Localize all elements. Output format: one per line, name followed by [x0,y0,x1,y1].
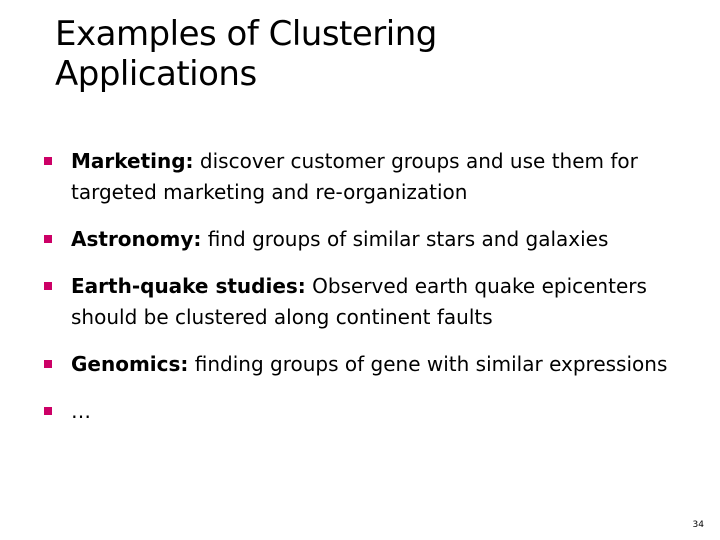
bullet-term: Astronomy: [71,227,202,251]
bullet-term: Earth-quake studies: [71,274,306,298]
slide-title-line-2: Applications [55,54,257,94]
square-bullet-icon [44,360,52,368]
bullet-text: discover customer groups and use them for targeted marketing and re-organization [71,149,638,204]
bullet-item-genomics [44,349,694,380]
bullet-term: Genomics: [71,352,189,376]
square-bullet-icon [44,157,52,165]
bullet-text: find groups of similar stars and galaxies [201,227,609,251]
square-bullet-icon [44,407,52,415]
page-number: 34 [692,520,704,530]
bullet-list [44,146,694,443]
bullet-text: … [71,399,91,423]
slide-title-line-1: Examples of Clustering [55,14,437,54]
square-bullet-icon [44,282,52,290]
bullet-text: finding groups of gene with similar expressions [188,352,668,376]
bullet-text: Observed earth quake epicenters should be clustered along continent faults [71,274,647,329]
bullet-item-earthquake [44,271,694,333]
bullet-term: Marketing: [71,149,194,173]
slide-title [55,14,675,94]
square-bullet-icon [44,235,52,243]
bullet-item-astronomy [44,224,694,255]
bullet-item-ellipsis [44,396,694,427]
bullet-item-marketing [44,146,694,208]
